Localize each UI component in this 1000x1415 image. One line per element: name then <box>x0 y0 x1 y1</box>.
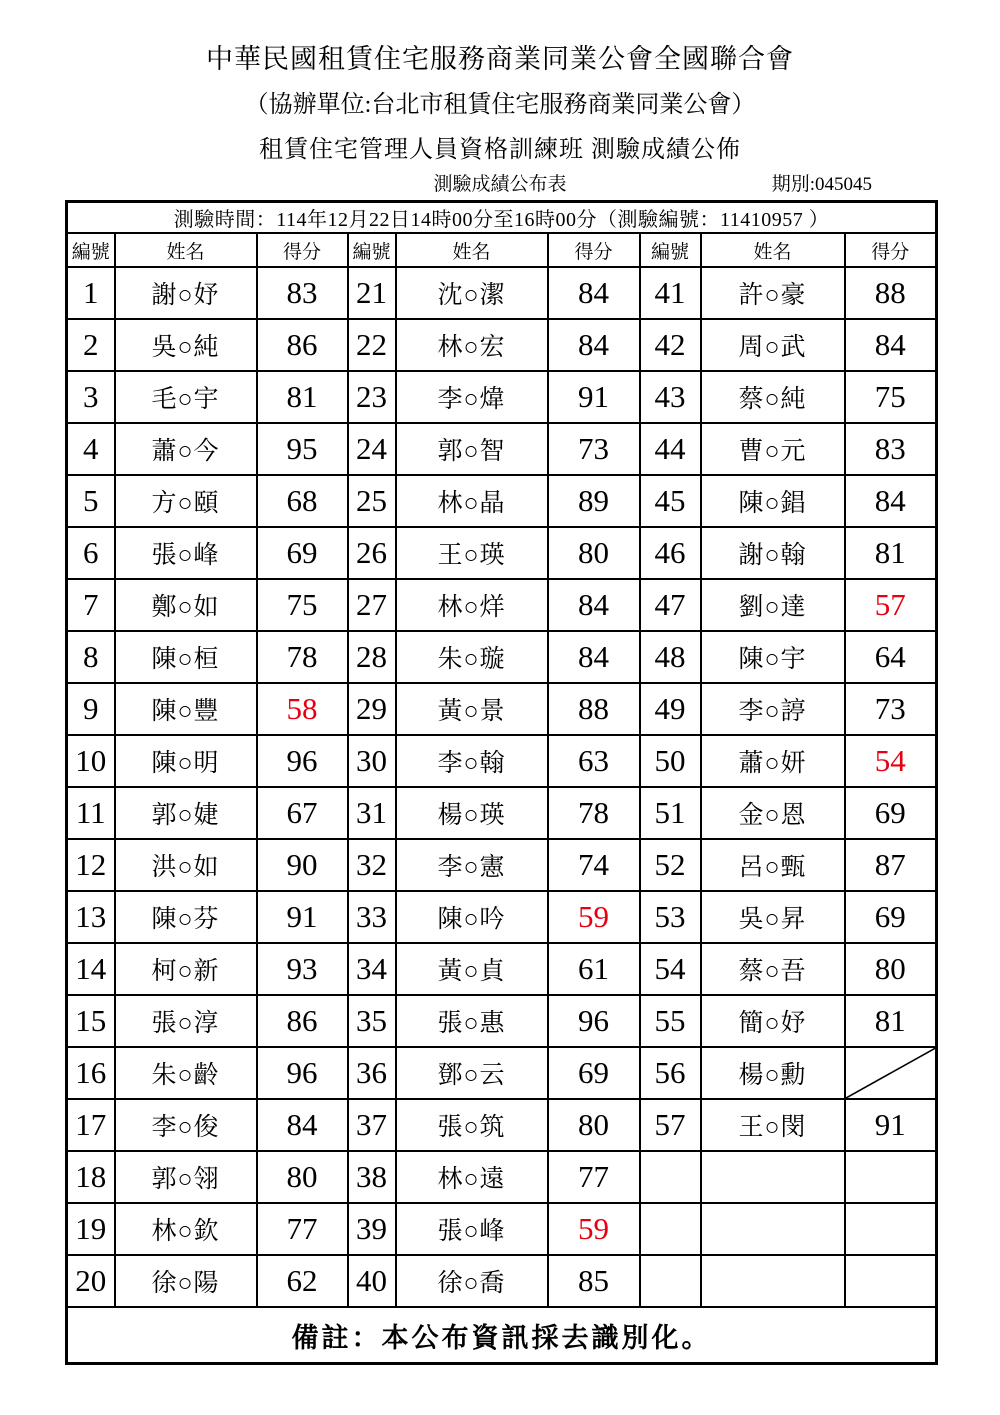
student-name-cell <box>701 1203 845 1255</box>
score-cell: 75 <box>845 371 937 423</box>
score-cell: 96 <box>257 1047 348 1099</box>
exam-info-row <box>67 202 937 234</box>
student-number-cell: 40 <box>348 1255 396 1307</box>
student-number-cell: 15 <box>67 995 115 1047</box>
score-cell: 86 <box>257 995 348 1047</box>
score-cell: 88 <box>548 683 640 735</box>
student-number-cell: 12 <box>67 839 115 891</box>
table-row <box>67 1047 937 1099</box>
score-cell: 64 <box>845 631 937 683</box>
student-name-cell: 黃○景 <box>396 683 548 735</box>
score-cell: 84 <box>845 475 937 527</box>
student-name-cell: 謝○翰 <box>701 527 845 579</box>
column-header: 姓名 <box>701 233 845 267</box>
student-name-cell: 陳○錩 <box>701 475 845 527</box>
period-label: 期別:045045 <box>771 174 872 195</box>
student-number-cell: 10 <box>67 735 115 787</box>
student-name-cell: 蕭○今 <box>115 423 257 475</box>
student-number-cell: 30 <box>348 735 396 787</box>
table-row <box>67 267 937 319</box>
student-number-cell: 22 <box>348 319 396 371</box>
score-cell: 81 <box>845 995 937 1047</box>
table-row <box>67 1099 937 1151</box>
table-row <box>67 319 937 371</box>
student-name-cell: 劉○達 <box>701 579 845 631</box>
student-name-cell: 林○欽 <box>115 1203 257 1255</box>
student-number-cell: 3 <box>67 371 115 423</box>
column-header: 得分 <box>257 233 348 267</box>
student-number-cell: 46 <box>640 527 701 579</box>
student-number-cell: 17 <box>67 1099 115 1151</box>
score-table-body <box>67 202 937 1364</box>
student-number-cell: 35 <box>348 995 396 1047</box>
table-row <box>67 475 937 527</box>
student-name-cell: 張○峰 <box>115 527 257 579</box>
student-number-cell: 53 <box>640 891 701 943</box>
table-row <box>67 943 937 995</box>
student-name-cell: 毛○宇 <box>115 371 257 423</box>
student-number-cell: 47 <box>640 579 701 631</box>
column-header-row <box>67 233 937 267</box>
student-number-cell: 37 <box>348 1099 396 1151</box>
column-header: 編號 <box>67 233 115 267</box>
score-cell: 73 <box>845 683 937 735</box>
student-number-cell: 52 <box>640 839 701 891</box>
score-cell: 62 <box>257 1255 348 1307</box>
score-cell: 87 <box>845 839 937 891</box>
student-name-cell: 謝○妤 <box>115 267 257 319</box>
student-name-cell: 蕭○妍 <box>701 735 845 787</box>
score-cell: 58 <box>257 683 348 735</box>
student-number-cell: 28 <box>348 631 396 683</box>
score-cell: 80 <box>548 1099 640 1151</box>
table-row <box>67 631 937 683</box>
student-number-cell: 21 <box>348 267 396 319</box>
student-number-cell: 38 <box>348 1151 396 1203</box>
student-number-cell <box>640 1255 701 1307</box>
column-header: 姓名 <box>396 233 548 267</box>
student-number-cell: 1 <box>67 267 115 319</box>
student-number-cell: 34 <box>348 943 396 995</box>
student-name-cell: 郭○婕 <box>115 787 257 839</box>
note-row <box>67 1307 937 1364</box>
student-name-cell: 柯○新 <box>115 943 257 995</box>
score-cell: 81 <box>257 371 348 423</box>
score-cell: 84 <box>548 319 640 371</box>
student-number-cell <box>640 1151 701 1203</box>
student-name-cell: 陳○吟 <box>396 891 548 943</box>
student-name-cell: 林○宏 <box>396 319 548 371</box>
student-number-cell: 51 <box>640 787 701 839</box>
score-cell: 81 <box>845 527 937 579</box>
student-number-cell: 29 <box>348 683 396 735</box>
score-cell: 93 <box>257 943 348 995</box>
student-number-cell: 43 <box>640 371 701 423</box>
student-name-cell: 鄭○如 <box>115 579 257 631</box>
student-number-cell: 44 <box>640 423 701 475</box>
column-header: 得分 <box>548 233 640 267</box>
student-number-cell: 42 <box>640 319 701 371</box>
score-cell: 73 <box>548 423 640 475</box>
column-header: 編號 <box>640 233 701 267</box>
student-name-cell: 陳○宇 <box>701 631 845 683</box>
score-cell <box>845 1255 937 1307</box>
score-cell: 95 <box>257 423 348 475</box>
score-cell: 84 <box>548 631 640 683</box>
score-cell: 84 <box>548 267 640 319</box>
student-name-cell: 李○煒 <box>396 371 548 423</box>
score-cell: 86 <box>257 319 348 371</box>
table-row <box>67 371 937 423</box>
student-number-cell: 14 <box>67 943 115 995</box>
student-name-cell: 許○豪 <box>701 267 845 319</box>
student-name-cell: 蔡○吾 <box>701 943 845 995</box>
score-cell: 80 <box>548 527 640 579</box>
student-number-cell: 23 <box>348 371 396 423</box>
student-name-cell: 徐○陽 <box>115 1255 257 1307</box>
student-name-cell: 林○烊 <box>396 579 548 631</box>
score-cell <box>845 1047 937 1099</box>
score-cell: 90 <box>257 839 348 891</box>
student-number-cell: 49 <box>640 683 701 735</box>
student-name-cell <box>701 1151 845 1203</box>
score-cell: 96 <box>257 735 348 787</box>
table-row <box>67 1255 937 1307</box>
table-row <box>67 423 937 475</box>
student-number-cell: 16 <box>67 1047 115 1099</box>
score-cell: 84 <box>845 319 937 371</box>
score-cell: 75 <box>257 579 348 631</box>
student-name-cell: 曹○元 <box>701 423 845 475</box>
sheet-title: 測驗成績公布表 <box>433 174 567 195</box>
student-name-cell: 李○翰 <box>396 735 548 787</box>
column-header: 姓名 <box>115 233 257 267</box>
score-cell: 54 <box>845 735 937 787</box>
student-name-cell: 張○惠 <box>396 995 548 1047</box>
score-cell: 63 <box>548 735 640 787</box>
student-name-cell: 王○瑛 <box>396 527 548 579</box>
student-name-cell: 簡○妤 <box>701 995 845 1047</box>
table-row <box>67 527 937 579</box>
student-name-cell: 郭○翎 <box>115 1151 257 1203</box>
score-cell: 91 <box>257 891 348 943</box>
score-cell: 91 <box>845 1099 937 1151</box>
student-name-cell: 李○俊 <box>115 1099 257 1151</box>
student-number-cell: 26 <box>348 527 396 579</box>
student-name-cell: 朱○璇 <box>396 631 548 683</box>
student-name-cell: 黃○貞 <box>396 943 548 995</box>
table-row <box>67 1203 937 1255</box>
student-name-cell: 呂○甄 <box>701 839 845 891</box>
student-name-cell: 林○晶 <box>396 475 548 527</box>
student-number-cell: 19 <box>67 1203 115 1255</box>
student-name-cell: 洪○如 <box>115 839 257 891</box>
student-number-cell: 20 <box>67 1255 115 1307</box>
student-name-cell: 郭○智 <box>396 423 548 475</box>
table-row <box>67 579 937 631</box>
student-name-cell: 張○峰 <box>396 1203 548 1255</box>
student-name-cell: 金○恩 <box>701 787 845 839</box>
student-number-cell: 45 <box>640 475 701 527</box>
score-cell: 80 <box>257 1151 348 1203</box>
score-cell: 91 <box>548 371 640 423</box>
student-name-cell: 陳○芬 <box>115 891 257 943</box>
table-row <box>67 995 937 1047</box>
score-cell: 67 <box>257 787 348 839</box>
student-name-cell: 王○閔 <box>701 1099 845 1151</box>
student-number-cell: 5 <box>67 475 115 527</box>
student-number-cell: 24 <box>348 423 396 475</box>
student-name-cell: 徐○喬 <box>396 1255 548 1307</box>
table-row <box>67 735 937 787</box>
score-cell: 88 <box>845 267 937 319</box>
table-row <box>67 891 937 943</box>
student-name-cell: 沈○潔 <box>396 267 548 319</box>
score-cell: 57 <box>845 579 937 631</box>
student-number-cell: 25 <box>348 475 396 527</box>
student-name-cell: 吳○昇 <box>701 891 845 943</box>
student-number-cell: 11 <box>67 787 115 839</box>
student-number-cell: 39 <box>348 1203 396 1255</box>
course-title: 租賃住宅管理人員資格訓練班 測驗成績公佈 <box>259 137 741 163</box>
table-row <box>67 1151 937 1203</box>
sheet-title-row <box>0 172 1000 198</box>
org-title: 中華民國租賃住宅服務商業同業公會全國聯合會 <box>206 44 794 74</box>
student-number-cell: 55 <box>640 995 701 1047</box>
score-cell <box>845 1151 937 1203</box>
column-header: 編號 <box>348 233 396 267</box>
student-number-cell: 50 <box>640 735 701 787</box>
student-name-cell: 周○武 <box>701 319 845 371</box>
student-name-cell: 張○淳 <box>115 995 257 1047</box>
score-cell: 69 <box>845 787 937 839</box>
student-number-cell: 9 <box>67 683 115 735</box>
score-cell: 69 <box>257 527 348 579</box>
student-name-cell: 陳○豐 <box>115 683 257 735</box>
student-number-cell: 8 <box>67 631 115 683</box>
score-cell: 78 <box>257 631 348 683</box>
student-number-cell: 2 <box>67 319 115 371</box>
score-cell: 85 <box>548 1255 640 1307</box>
score-cell: 77 <box>257 1203 348 1255</box>
table-row <box>67 839 937 891</box>
student-number-cell: 7 <box>67 579 115 631</box>
score-cell: 80 <box>845 943 937 995</box>
student-number-cell: 54 <box>640 943 701 995</box>
score-cell: 78 <box>548 787 640 839</box>
student-name-cell: 楊○瑛 <box>396 787 548 839</box>
score-cell: 83 <box>257 267 348 319</box>
score-cell: 61 <box>548 943 640 995</box>
score-cell: 84 <box>257 1099 348 1151</box>
student-name-cell: 陳○明 <box>115 735 257 787</box>
student-name-cell: 蔡○純 <box>701 371 845 423</box>
score-cell: 74 <box>548 839 640 891</box>
student-number-cell: 27 <box>348 579 396 631</box>
student-name-cell: 吳○純 <box>115 319 257 371</box>
score-cell: 69 <box>845 891 937 943</box>
score-cell: 84 <box>548 579 640 631</box>
score-cell: 68 <box>257 475 348 527</box>
student-name-cell: 陳○桓 <box>115 631 257 683</box>
student-number-cell <box>640 1203 701 1255</box>
student-number-cell: 33 <box>348 891 396 943</box>
score-cell: 59 <box>548 1203 640 1255</box>
student-number-cell: 4 <box>67 423 115 475</box>
student-name-cell: 李○諪 <box>701 683 845 735</box>
score-table <box>65 200 938 1365</box>
table-row <box>67 683 937 735</box>
score-cell: 59 <box>548 891 640 943</box>
student-name-cell: 楊○勳 <box>701 1047 845 1099</box>
student-number-cell: 6 <box>67 527 115 579</box>
student-number-cell: 48 <box>640 631 701 683</box>
student-number-cell: 56 <box>640 1047 701 1099</box>
diagonal-slash-icon <box>846 1048 936 1098</box>
student-number-cell: 36 <box>348 1047 396 1099</box>
table-row <box>67 787 937 839</box>
score-cell: 96 <box>548 995 640 1047</box>
student-name-cell: 張○筑 <box>396 1099 548 1151</box>
student-number-cell: 57 <box>640 1099 701 1151</box>
student-name-cell: 方○頤 <box>115 475 257 527</box>
score-cell <box>845 1203 937 1255</box>
score-cell: 69 <box>548 1047 640 1099</box>
student-number-cell: 41 <box>640 267 701 319</box>
student-name-cell <box>701 1255 845 1307</box>
exam-info: 測驗時間：114年12月22日14時00分至16時00分（測驗編號：11410957 ） <box>67 202 937 234</box>
student-name-cell: 朱○齡 <box>115 1047 257 1099</box>
student-name-cell: 鄧○云 <box>396 1047 548 1099</box>
student-name-cell: 李○憲 <box>396 839 548 891</box>
note-text: 備註：本公布資訊採去識別化。 <box>67 1307 937 1364</box>
student-number-cell: 13 <box>67 891 115 943</box>
score-cell: 83 <box>845 423 937 475</box>
column-header: 得分 <box>845 233 937 267</box>
student-number-cell: 31 <box>348 787 396 839</box>
student-name-cell: 林○遠 <box>396 1151 548 1203</box>
co-organizer-line: （協辦單位:台北市租賃住宅服務商業同業公會） <box>244 92 756 118</box>
student-number-cell: 18 <box>67 1151 115 1203</box>
score-cell: 89 <box>548 475 640 527</box>
student-number-cell: 32 <box>348 839 396 891</box>
score-cell: 77 <box>548 1151 640 1203</box>
